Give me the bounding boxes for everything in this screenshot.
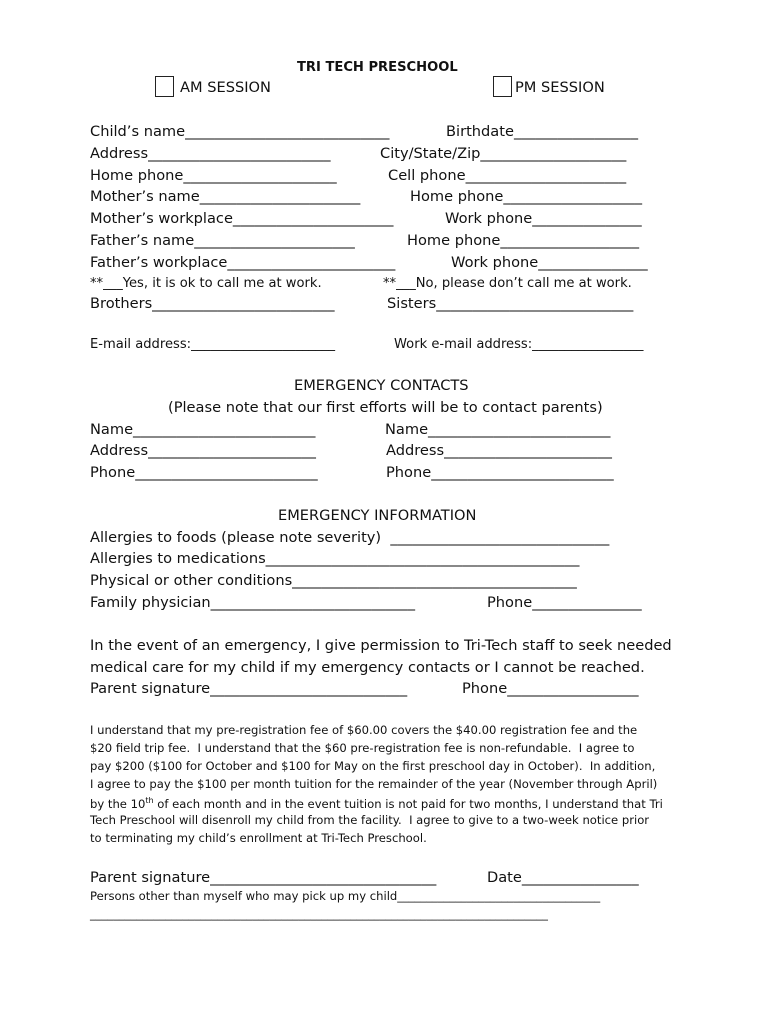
allergies-medications-field[interactable]: Allergies to medications___________________________________________ (90, 550, 580, 567)
form-title: TRI TECH PRESCHOOL (297, 60, 458, 75)
fees-text-line-3: pay $200 ($100 for October and $100 for May on the first preschool day in October). In addition, (90, 759, 656, 773)
fees-text-line-5b: of each month and in the event tuition is not paid for two months, I understand that Tri (153, 796, 663, 811)
fees-text-line-7: to terminating my child’s enrollment at Tri-Tech Preschool. (90, 831, 427, 845)
work-email-field[interactable]: Work e-mail address:_________________ (394, 337, 644, 352)
emergency-contacts-note: (Please note that our first efforts will be to contact parents) (168, 399, 603, 416)
permission-text-line-2: medical care for my child if my emergency contacts or I cannot be reached. (90, 659, 645, 676)
cell-phone-field[interactable]: Cell phone______________________ (388, 167, 627, 184)
pickup-persons-extra-line[interactable]: _______________________________________________________________________________ (90, 907, 548, 921)
call-at-work-yes-option[interactable]: **___Yes, it is ok to call me at work. (90, 276, 322, 291)
permission-phone-field[interactable]: Phone__________________ (462, 680, 639, 697)
fees-text-line-2: $20 field trip fee. I understand that the $60 pre-registration fee is non-refundable. I agree to (90, 741, 635, 755)
fees-text-ordinal-sup: th (145, 796, 154, 805)
fees-text-line-5a: by the 10 (90, 796, 146, 811)
pm-session-checkbox[interactable] (493, 76, 512, 97)
city-state-zip-field[interactable]: City/State/Zip____________________ (380, 145, 627, 162)
permission-signature-field[interactable]: Parent signature___________________________ (90, 680, 408, 697)
contact-1-phone-field[interactable]: Phone_________________________ (90, 464, 318, 481)
physician-phone-field[interactable]: Phone_______________ (487, 594, 642, 611)
family-physician-field[interactable]: Family physician____________________________ (90, 594, 415, 611)
date-field[interactable]: Date________________ (487, 869, 639, 886)
mothers-name-field[interactable]: Mother’s name______________________ (90, 188, 361, 205)
home-phone-field[interactable]: Home phone_____________________ (90, 167, 337, 184)
fathers-workplace-field[interactable]: Father’s workplace_______________________ (90, 254, 396, 271)
emergency-contacts-heading: EMERGENCY CONTACTS (294, 377, 469, 394)
contact-2-address-field[interactable]: Address_______________________ (386, 442, 612, 459)
contact-1-name-field[interactable]: Name_________________________ (90, 421, 316, 438)
fees-text-line-4: I agree to pay the $100 per month tuition for the remainder of the year (November through April) (90, 777, 658, 791)
father-work-phone-field[interactable]: Work phone_______________ (451, 254, 648, 271)
permission-text-line-1: In the event of an emergency, I give permission to Tri-Tech staff to seek needed (90, 637, 672, 654)
sisters-field[interactable]: Sisters___________________________ (387, 295, 634, 312)
pickup-persons-field[interactable]: Persons other than myself who may pick up my child___________________________________ (90, 889, 601, 903)
fees-text-line-1: I understand that my pre-registration fee of $60.00 covers the $40.00 registration fee and the (90, 723, 638, 737)
mother-work-phone-field[interactable]: Work phone_______________ (445, 210, 642, 227)
contact-2-name-field[interactable]: Name_________________________ (385, 421, 611, 438)
email-field[interactable]: E-mail address:______________________ (90, 337, 336, 352)
contact-2-phone-field[interactable]: Phone_________________________ (386, 464, 614, 481)
parent-signature-field[interactable]: Parent signature_______________________________ (90, 869, 437, 886)
am-session-checkbox[interactable] (155, 76, 174, 97)
pm-session-label: PM SESSION (515, 79, 605, 96)
child-name-field[interactable]: Child’s name____________________________ (90, 123, 390, 140)
am-session-label: AM SESSION (180, 79, 271, 96)
address-field[interactable]: Address_________________________ (90, 145, 331, 162)
physical-conditions-field[interactable]: Physical or other conditions_______________________________________ (90, 572, 577, 589)
fathers-name-field[interactable]: Father’s name______________________ (90, 232, 355, 249)
mothers-workplace-field[interactable]: Mother’s workplace______________________ (90, 210, 394, 227)
call-at-work-no-option[interactable]: **___No, please don’t call me at work. (383, 276, 632, 291)
birthdate-field[interactable]: Birthdate_________________ (446, 123, 638, 140)
emergency-information-heading: EMERGENCY INFORMATION (278, 507, 477, 524)
fees-text-line-5 (90, 797, 663, 810)
contact-1-address-field[interactable]: Address_______________________ (90, 442, 316, 459)
fees-text-line-6: Tech Preschool will disenroll my child from the facility. I agree to give to a two-week notice prior (90, 813, 650, 827)
allergies-foods-field[interactable]: Allergies to foods (please note severity) ______________________________ (90, 529, 610, 546)
brothers-field[interactable]: Brothers_________________________ (90, 295, 335, 312)
father-home-phone-field[interactable]: Home phone___________________ (407, 232, 640, 249)
mother-home-phone-field[interactable]: Home phone___________________ (410, 188, 643, 205)
